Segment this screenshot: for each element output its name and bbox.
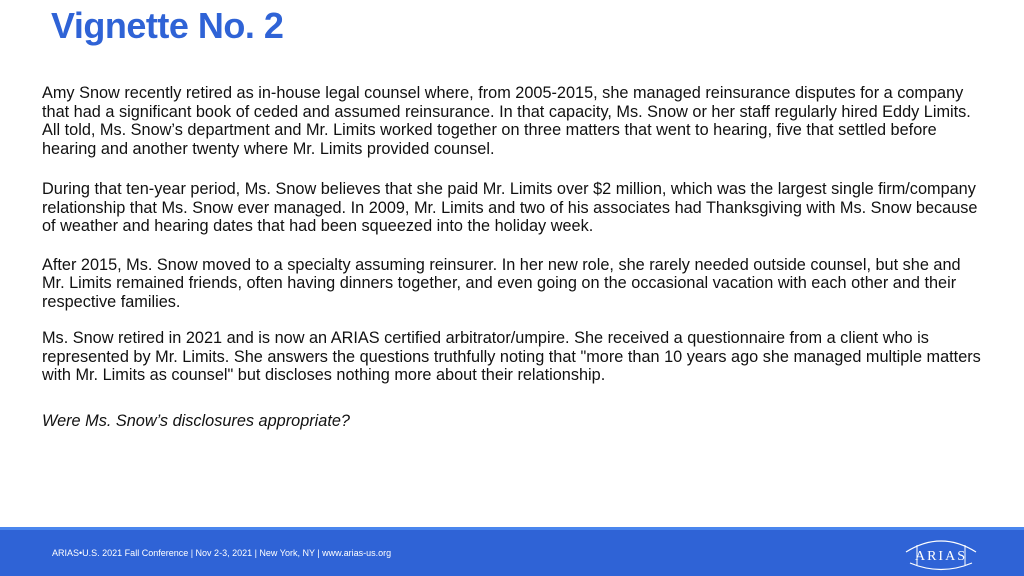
discussion-question: Were Ms. Snow’s disclosures appropriate?	[42, 411, 350, 430]
slide-title: Vignette No. 2	[51, 5, 284, 46]
footer-bar	[0, 527, 1024, 576]
paragraph-4: Ms. Snow retired in 2021 and is now an ARIAS certified arbitrator/umpire. She received a questionnaire from a client who is represented by Mr. Limits. She answers the questions truthfully noting that "more than 10 years ago she managed multiple matters with Mr. Limits as counsel" but discloses nothing more about their relationship.	[42, 329, 981, 384]
paragraph-3: After 2015, Ms. Snow moved to a specialty assuming reinsurer. In her new role, she rarely needed outside counsel, but she and Mr. Limits remained friends, often having dinners together, and even going on the occasional vacation with each other and their respective families.	[42, 255, 961, 311]
footer-text: ARIAS•U.S. 2021 Fall Conference | Nov 2-3, 2021 | New York, NY | www.arias-us.org	[52, 548, 392, 558]
arias-logo-icon	[900, 536, 982, 572]
paragraph-1: Amy Snow recently retired as in-house legal counsel where, from 2005-2015, she managed reinsurance disputes for a company that had a significant book of ceded and assumed reinsurance. In that capacity, Ms. Snow or her staff regularly hired Eddy Limits. All told, Ms. Snow’s department and Mr. Limits worked together on three matters that went to hearing, five that settled before hearing and another twenty where Mr. Limits provided counsel.	[42, 84, 971, 158]
logo-text: ARIAS	[914, 549, 968, 564]
paragraph-2: During that ten-year period, Ms. Snow believes that she paid Mr. Limits over $2 million, which was the largest single firm/company relationship that Ms. Snow ever managed. In 2009, Mr. Limits and two of his associates had Thanksgiving with Ms. Snow because of weather and hearing dates that had been squeezed into the holiday week.	[42, 180, 978, 235]
slide-body	[42, 84, 987, 449]
arias-logo	[900, 536, 982, 572]
